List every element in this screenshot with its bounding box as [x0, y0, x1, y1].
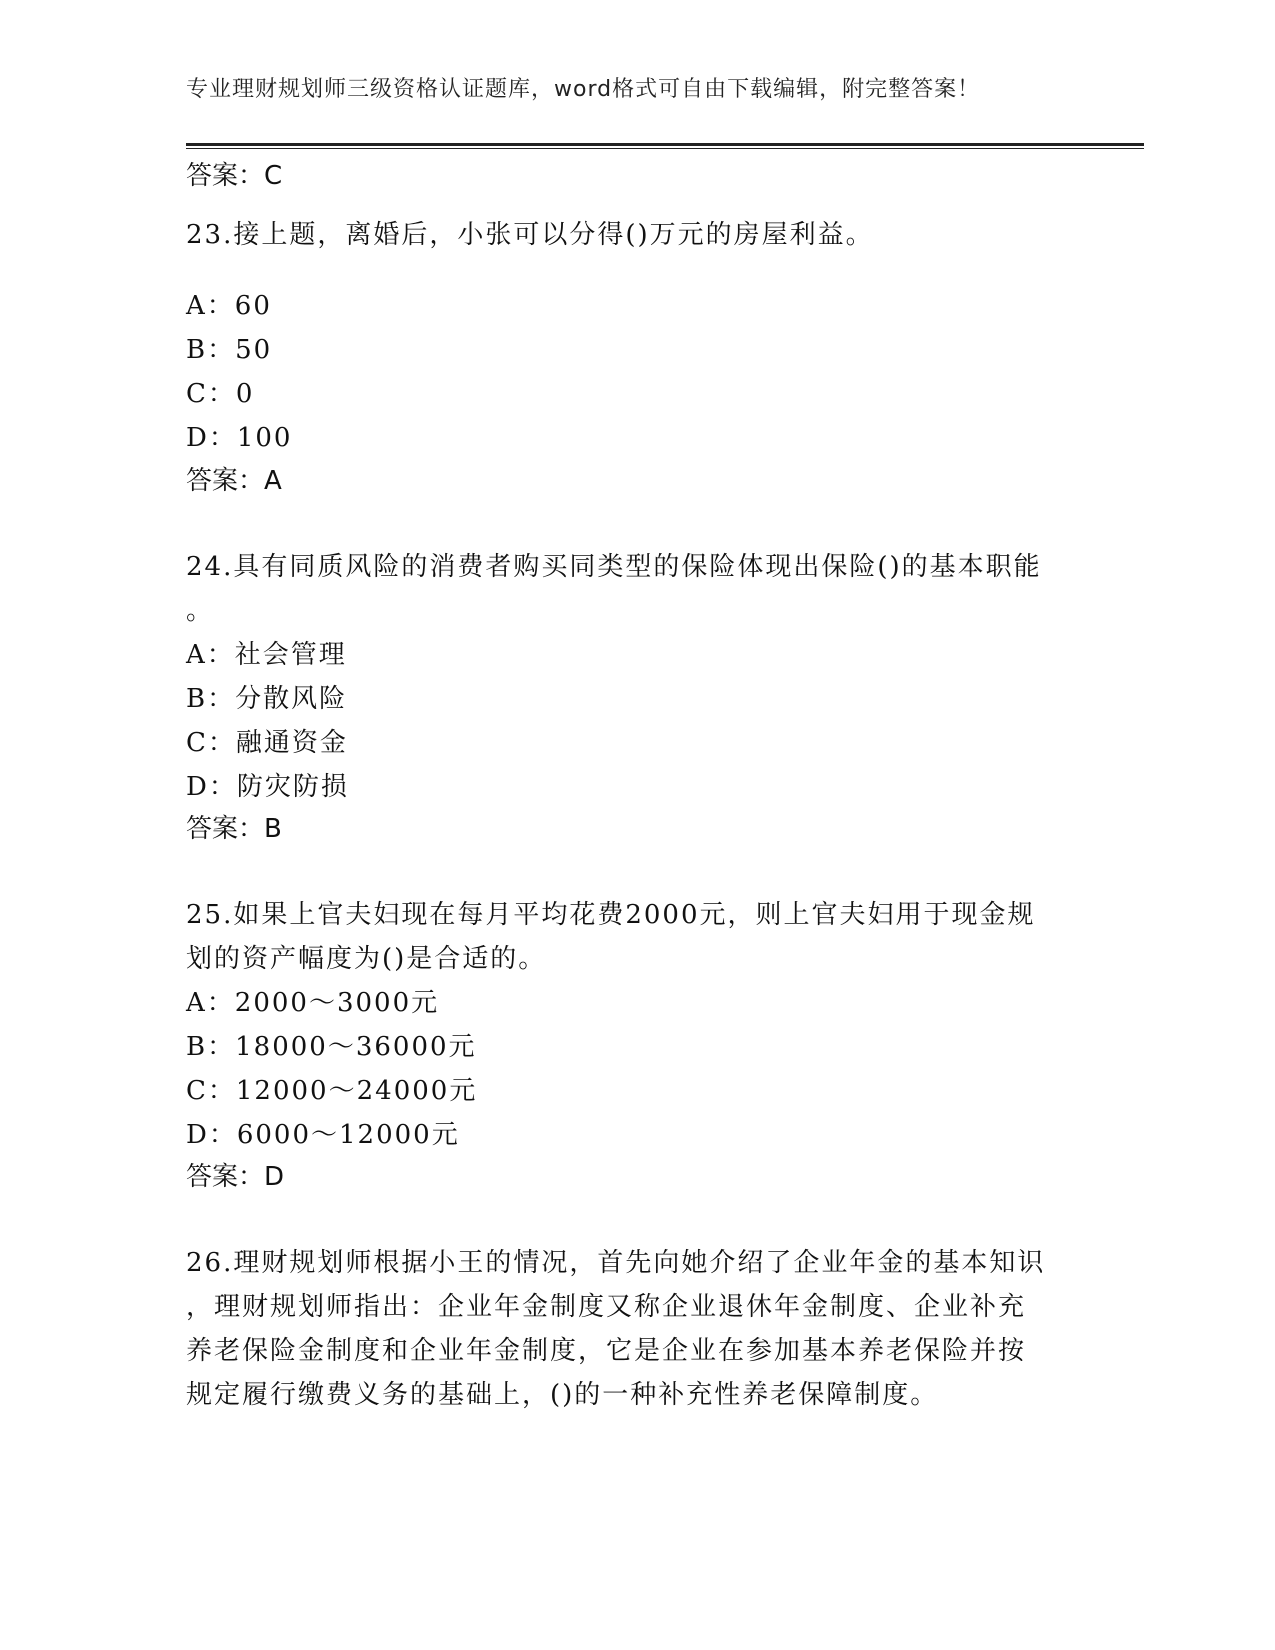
question-26-stem-line-1: 26.理财规划师根据小王的情况，首先向她介绍了企业年金的基本知识: [186, 1248, 1046, 1278]
question-24-option-d: D：防灾防损: [186, 772, 349, 802]
question-25-stem-line-1: 25.如果上官夫妇现在每月平均花费2000元，则上官夫妇用于现金规: [186, 900, 1036, 930]
question-26-stem-line-3: 养老保险金制度和企业年金制度，它是企业在参加基本养老保险并按: [186, 1336, 1027, 1366]
question-24-option-a: A：社会管理: [186, 640, 347, 670]
header-rule-thin: [186, 148, 1144, 149]
question-25-option-b: B：18000～36000元: [186, 1032, 477, 1062]
question-23-stem: 23.接上题，离婚后，小张可以分得()万元的房屋利益。: [186, 220, 874, 250]
answer-previous: 答案：C: [186, 161, 283, 191]
question-23-option-d: D：100: [186, 423, 293, 453]
question-23-option-a: A：60: [186, 291, 272, 321]
question-26-stem-line-2: ，理财规划师指出：企业年金制度又称企业退休年金制度、企业补充: [186, 1292, 1027, 1322]
question-25-option-a: A：2000～3000元: [186, 988, 440, 1018]
page-header: 专业理财规划师三级资格认证题库，word格式可自由下载编辑，附完整答案！: [186, 77, 981, 102]
question-25-option-d: D：6000～12000元: [186, 1120, 460, 1150]
question-24-stem-line-1: 24.具有同质风险的消费者购买同类型的保险体现出保险()的基本职能: [186, 552, 1042, 582]
question-23-option-c: C：0: [186, 379, 255, 409]
question-25-answer: 答案：D: [186, 1162, 285, 1192]
question-24-answer: 答案：B: [186, 814, 282, 844]
header-rule-thick: [186, 143, 1144, 146]
question-26-stem-line-4: 规定履行缴费义务的基础上，()的一种补充性养老保障制度。: [186, 1380, 939, 1410]
question-24-stem-line-2: 。: [186, 596, 215, 626]
question-24-option-b: B：分散风险: [186, 684, 348, 714]
question-25-option-c: C：12000～24000元: [186, 1076, 478, 1106]
question-23-answer: 答案：A: [186, 466, 282, 496]
question-24-option-c: C：融通资金: [186, 728, 348, 758]
question-25-stem-line-2: 划的资产幅度为()是合适的。: [186, 944, 547, 974]
question-23-option-b: B：50: [186, 335, 273, 365]
